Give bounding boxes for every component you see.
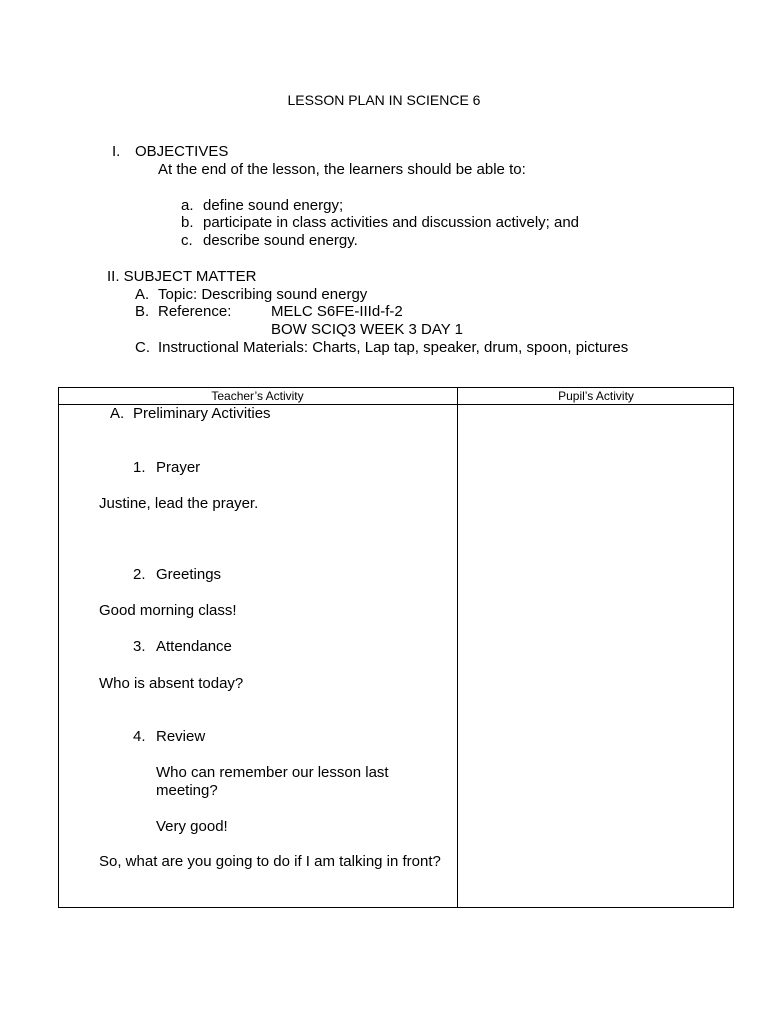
- reference-label: Reference:: [158, 303, 232, 320]
- prayer-line: Justine, lead the prayer.: [99, 495, 259, 512]
- topic-marker: A.: [135, 286, 150, 303]
- attendance-label: Attendance: [156, 638, 232, 655]
- objective-item-b: participate in class activities and discussion actively; and: [203, 214, 580, 231]
- topic-text: Topic: Describing sound energy: [158, 286, 368, 303]
- objectives-numeral: I.: [112, 143, 121, 160]
- review-label: Review: [156, 728, 206, 745]
- subject-matter-heading: II. SUBJECT MATTER: [107, 268, 257, 285]
- objectives-heading: OBJECTIVES: [135, 143, 229, 160]
- reference-bow: BOW SCIQ3 WEEK 3 DAY 1: [271, 321, 463, 338]
- objective-marker-b: b.: [181, 214, 194, 231]
- pupil-activity-header: Pupil’s Activity: [558, 389, 634, 403]
- teacher-activity-header: Teacher’s Activity: [211, 389, 304, 403]
- table-column-divider: [457, 387, 458, 908]
- prayer-marker: 1.: [133, 459, 146, 476]
- attendance-marker: 3.: [133, 638, 146, 655]
- review-praise: Very good!: [156, 818, 228, 835]
- section-title: Preliminary Activities: [133, 405, 271, 422]
- objectives-intro: At the end of the lesson, the learners should be able to:: [158, 161, 526, 178]
- review-question-line2: meeting?: [156, 782, 218, 799]
- reference-melc: MELC S6FE-IIId-f-2: [271, 303, 403, 320]
- objective-item-a: define sound energy;: [203, 197, 344, 214]
- materials-text: Instructional Materials: Charts, Lap tap, speaker, drum, spoon, pictures: [158, 339, 629, 356]
- greetings-line: Good morning class!: [99, 602, 237, 619]
- review-followup: So, what are you going to do if I am talking in front?: [99, 853, 441, 870]
- review-marker: 4.: [133, 728, 146, 745]
- materials-marker: C.: [135, 339, 150, 356]
- objective-marker-a: a.: [181, 197, 194, 214]
- greetings-label: Greetings: [156, 566, 222, 583]
- greetings-marker: 2.: [133, 566, 146, 583]
- page-title: LESSON PLAN IN SCIENCE 6: [287, 92, 481, 108]
- objective-marker-c: c.: [181, 232, 193, 249]
- reference-marker: B.: [135, 303, 150, 320]
- prayer-label: Prayer: [156, 459, 201, 476]
- section-marker: A.: [110, 405, 125, 422]
- attendance-line: Who is absent today?: [99, 675, 244, 692]
- objective-item-c: describe sound energy.: [203, 232, 358, 249]
- review-question-line1: Who can remember our lesson last: [156, 764, 389, 781]
